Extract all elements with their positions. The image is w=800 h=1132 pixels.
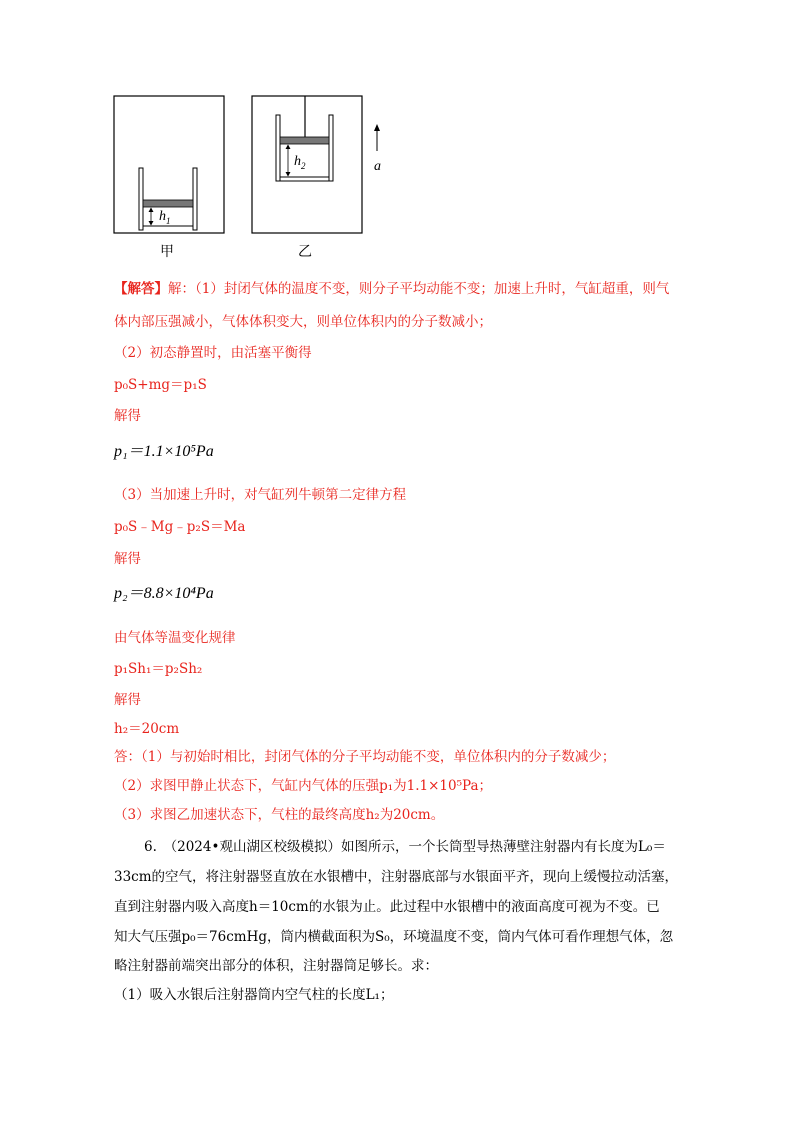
equation-newton: p₀S﹣Mg﹣p₂S＝Ma [114, 519, 246, 535]
result-h2: h₂＝20cm [114, 721, 180, 737]
answer-line-1: 答：（1）与初始时相比，封闭气体的分子平均动能不变，单位体积内的分子数减少； [114, 749, 616, 765]
question-line-6: （1）吸入水银后注射器筒内空气柱的长度L₁； [114, 987, 394, 1003]
solve-label-1: 解得 [114, 408, 141, 424]
up-arrow-icon [372, 124, 382, 152]
solution-line-6: （3）当加速上升时，对气缸列牛顿第二定律方程 [114, 487, 407, 503]
equation-balance: p₀S+mg＝p₁S [114, 377, 207, 393]
question-line-3: 直到注射器内吸入高度h＝10cm的水银为止。此过程中水银槽中的液面高度可视为不变。已 [114, 899, 660, 915]
question-line-2: 33cm的空气，将注射器竖直放在水银槽中，注射器底部与水银面平齐，现向上缓慢拉动活塞， [114, 869, 679, 885]
solve-label-2: 解得 [114, 551, 141, 567]
answer-line-3: （3）求图乙加速状态下，气柱的最终高度h₂为20cm。 [114, 807, 445, 823]
question-line-1: 6. （2024•观山湖区校级模拟）如图所示，一个长筒型导热薄壁注射器内有长度为L₀＝ [144, 839, 666, 855]
solution-line-1: 【解答】解：（1）封闭气体的温度不变，则分子平均动能不变；加速上升时，气缸超重，则气 [114, 281, 670, 297]
figure-label-jia: 甲 [160, 244, 174, 260]
solution-line-3: （2）初态静置时，由活塞平衡得 [114, 345, 312, 361]
result-p2: p₂＝8.8×10⁴Pa [114, 585, 214, 602]
accel-label: a [374, 159, 381, 174]
figure-label-yi: 乙 [298, 244, 312, 260]
result-p1: p₁＝1.1×10⁵Pa [114, 443, 214, 460]
solution-line-9: 由气体等温变化规律 [114, 630, 236, 646]
question-line-5: 略注射器前端突出部分的体积，注射器筒足够长。求： [114, 958, 438, 974]
solution-line-2: 体内部压强减小，气体体积变大，则单位体积内的分子数减小； [114, 314, 492, 330]
solve-label-3: 解得 [114, 692, 141, 708]
figure-yi [251, 95, 363, 235]
answer-line-2: （2）求图甲静止状态下，气缸内气体的压强p₁为1.1×10⁵Pa； [114, 778, 493, 794]
question-line-4: 知大气压强p₀＝76cmHg，筒内横截面积为S₀，环境温度不变，筒内气体可看作理想气体，忽 [114, 929, 674, 945]
h1-label: $h_1$ [159, 209, 171, 226]
h2-label: $h_2$ [294, 154, 306, 171]
equation-isothermal: p₁Sh₁＝p₂Sh₂ [114, 661, 203, 677]
